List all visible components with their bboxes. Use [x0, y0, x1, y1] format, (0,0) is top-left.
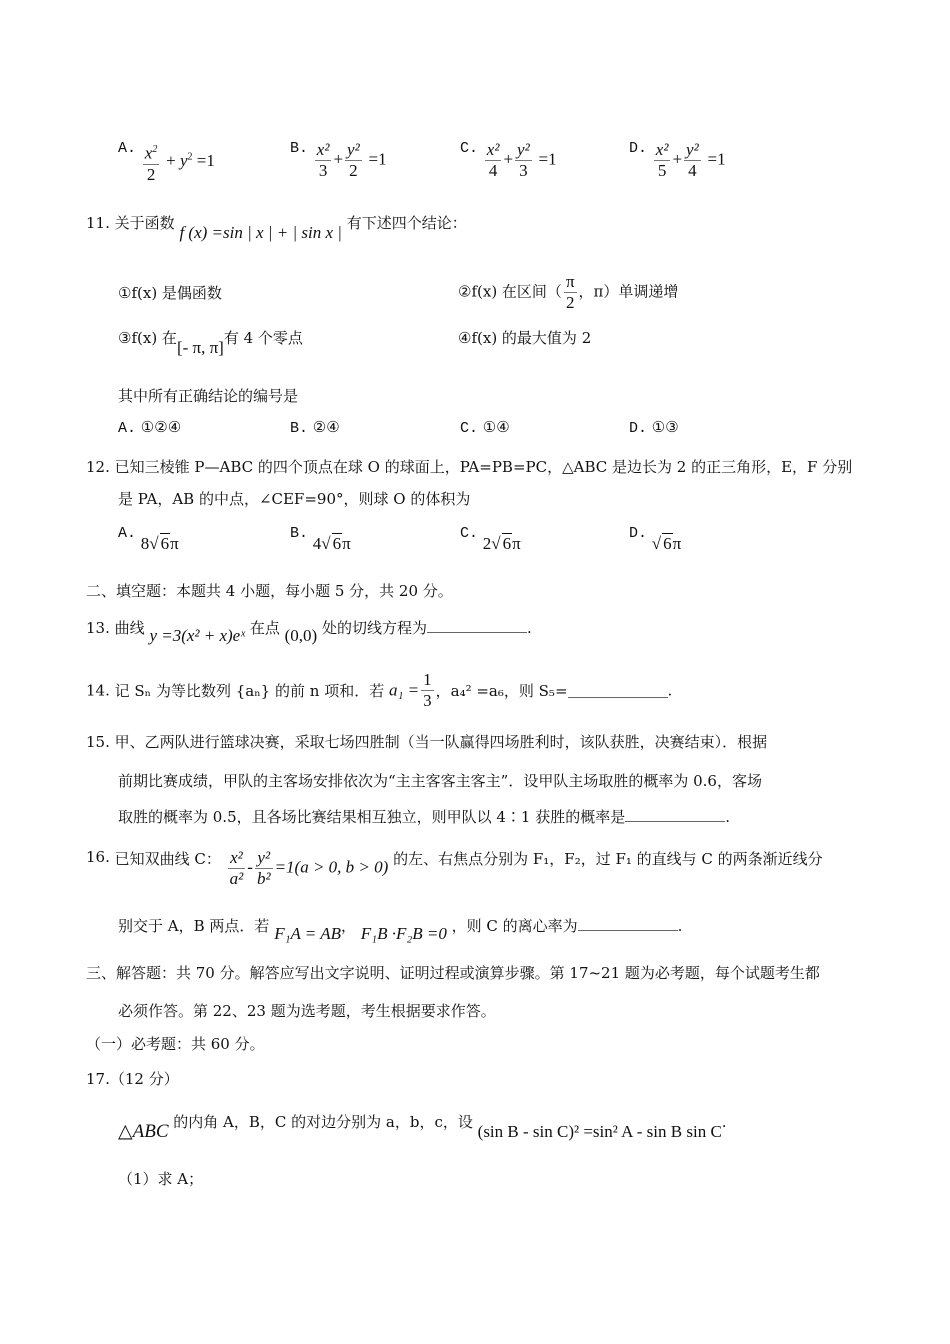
section-3-heading: 三、解答题：共 70 分。解答应写出文字说明、证明过程或演算步骤。第 17~21 题为必考题，每个试题考生都 [86, 964, 820, 982]
q12-option-d[interactable]: D. √ 6π [629, 525, 682, 553]
question-14: 14. 记 Sₙ 为等比数列 {aₙ} 的前 n 项和．若 a₁ = $\frac{1}{3}$ ，a₄² =a₆，则 S₅= . [86, 670, 673, 710]
q13-answer-blank[interactable] [427, 618, 527, 633]
q17-part-1: （1）求 A； [118, 1170, 204, 1188]
q11-statement-4: ④f(x) 的最大值为 2 [458, 329, 592, 347]
q11-prompt: 其中所有正确结论的编号是 [118, 387, 299, 405]
q15-line3: 取胜的概率为 0.5，且各场比赛结果相互独立，则甲队以 4∶1 获胜的概率是 . [118, 808, 731, 826]
q17-header: 17.（12 分） [86, 1070, 179, 1088]
q11-option-a[interactable]: A. ①②④ [118, 418, 182, 437]
q15-line2: 前期比赛成绩，甲队的主客场安排依次为“主主客客主客主”．设甲队主场取胜的概率为 0.6，客场 [118, 772, 762, 790]
q11-statement-3: ③f(x) 在[- π, π]有 4 个零点 [118, 329, 303, 357]
q15-answer-blank[interactable] [625, 807, 725, 822]
q10-option-a: A. $\frac{x^2}{2}$ + $y^2 =1$ [118, 140, 215, 184]
q17-stem: △ABC 的内角 A，B，C 的对边分别为 a，b，c，设 (sin B - sin C)² =sin² A - sin B sin C. [118, 1113, 727, 1142]
q12-option-c[interactable]: C. 2√ 6π [460, 525, 521, 553]
section-3-heading-line2: 必须作答。第 22、23 题为选考题，考生根据要求作答。 [118, 1002, 496, 1020]
question-13: 13. 曲线 y =3(x² + x)eˣ 在点 (0,0) 处的切线方程为 . [86, 619, 532, 645]
q11-option-c[interactable]: C. ①④ [460, 418, 510, 437]
q10-option-d: D. $\frac{\text{x²}}{5}$ + $\frac{\text{y²}}{4}$ =1 [629, 140, 726, 180]
q15-line1: 15. 甲、乙两队进行篮球决赛，采取七场四胜制（当一队赢得四场胜利时，该队获胜，决赛结束）．根据 [86, 733, 768, 751]
q10-option-c: C. $\frac{\text{x²}}{4}$ + $\frac{\text{y²}}{3}$ =1 [460, 140, 557, 180]
required-subsection-heading: （一）必考题：共 60 分。 [86, 1035, 265, 1053]
q11-statement-2: ②f(x) 在区间（ $\frac{\pi}{2}$ ，π）单调递增 [458, 272, 679, 312]
q12-stem-line2: 是 PA，AB 的中点，∠CEF=90°，则球 O 的体积为 [118, 490, 471, 508]
q16-line1: 16. 已知双曲线 C： $\frac{\text{x²}}{\text{a²}}$ - $\frac{\text{y²}}{\text{b²}}$ =1(a > 0, b > 0) 的左、右焦点分别为 F₁，F₂，过 F₁ 的直线与 C 的两条渐近线分 [86, 848, 823, 888]
q11-option-d[interactable]: D. ①③ [629, 418, 679, 437]
q16-answer-blank[interactable] [578, 916, 678, 931]
q11-option-b[interactable]: B. ②④ [290, 418, 340, 437]
q12-option-b[interactable]: B. 4√ 6π [290, 525, 351, 553]
q11-statement-1: ①f(x) 是偶函数 [118, 284, 222, 302]
q12-option-a[interactable]: A. 8√ 6π [118, 525, 179, 553]
section-2-heading: 二、填空题：本题共 4 小题，每小题 5 分，共 20 分。 [86, 582, 453, 600]
q11-stem: 11. 关于函数 f (x) =sin | x | + | sin x | 有下述四个结论： [86, 214, 467, 242]
q12-stem-line1: 12. 已知三棱锥 P—ABC 的四个顶点在球 O 的球面上，PA=PB=PC，△ABC 是边长为 2 的正三角形，E，F 分别 [86, 458, 853, 476]
q14-answer-blank[interactable] [568, 683, 668, 698]
q10-option-b: B. $\frac{\text{x²}}{3}$ + $\frac{\text{y²}}{2}$ =1 [290, 140, 387, 180]
q16-line2: 别交于 A，B 两点．若 F₁A = AB， F₁B ·F₂B =0 ，则 C 的离心率为 . [118, 917, 683, 943]
